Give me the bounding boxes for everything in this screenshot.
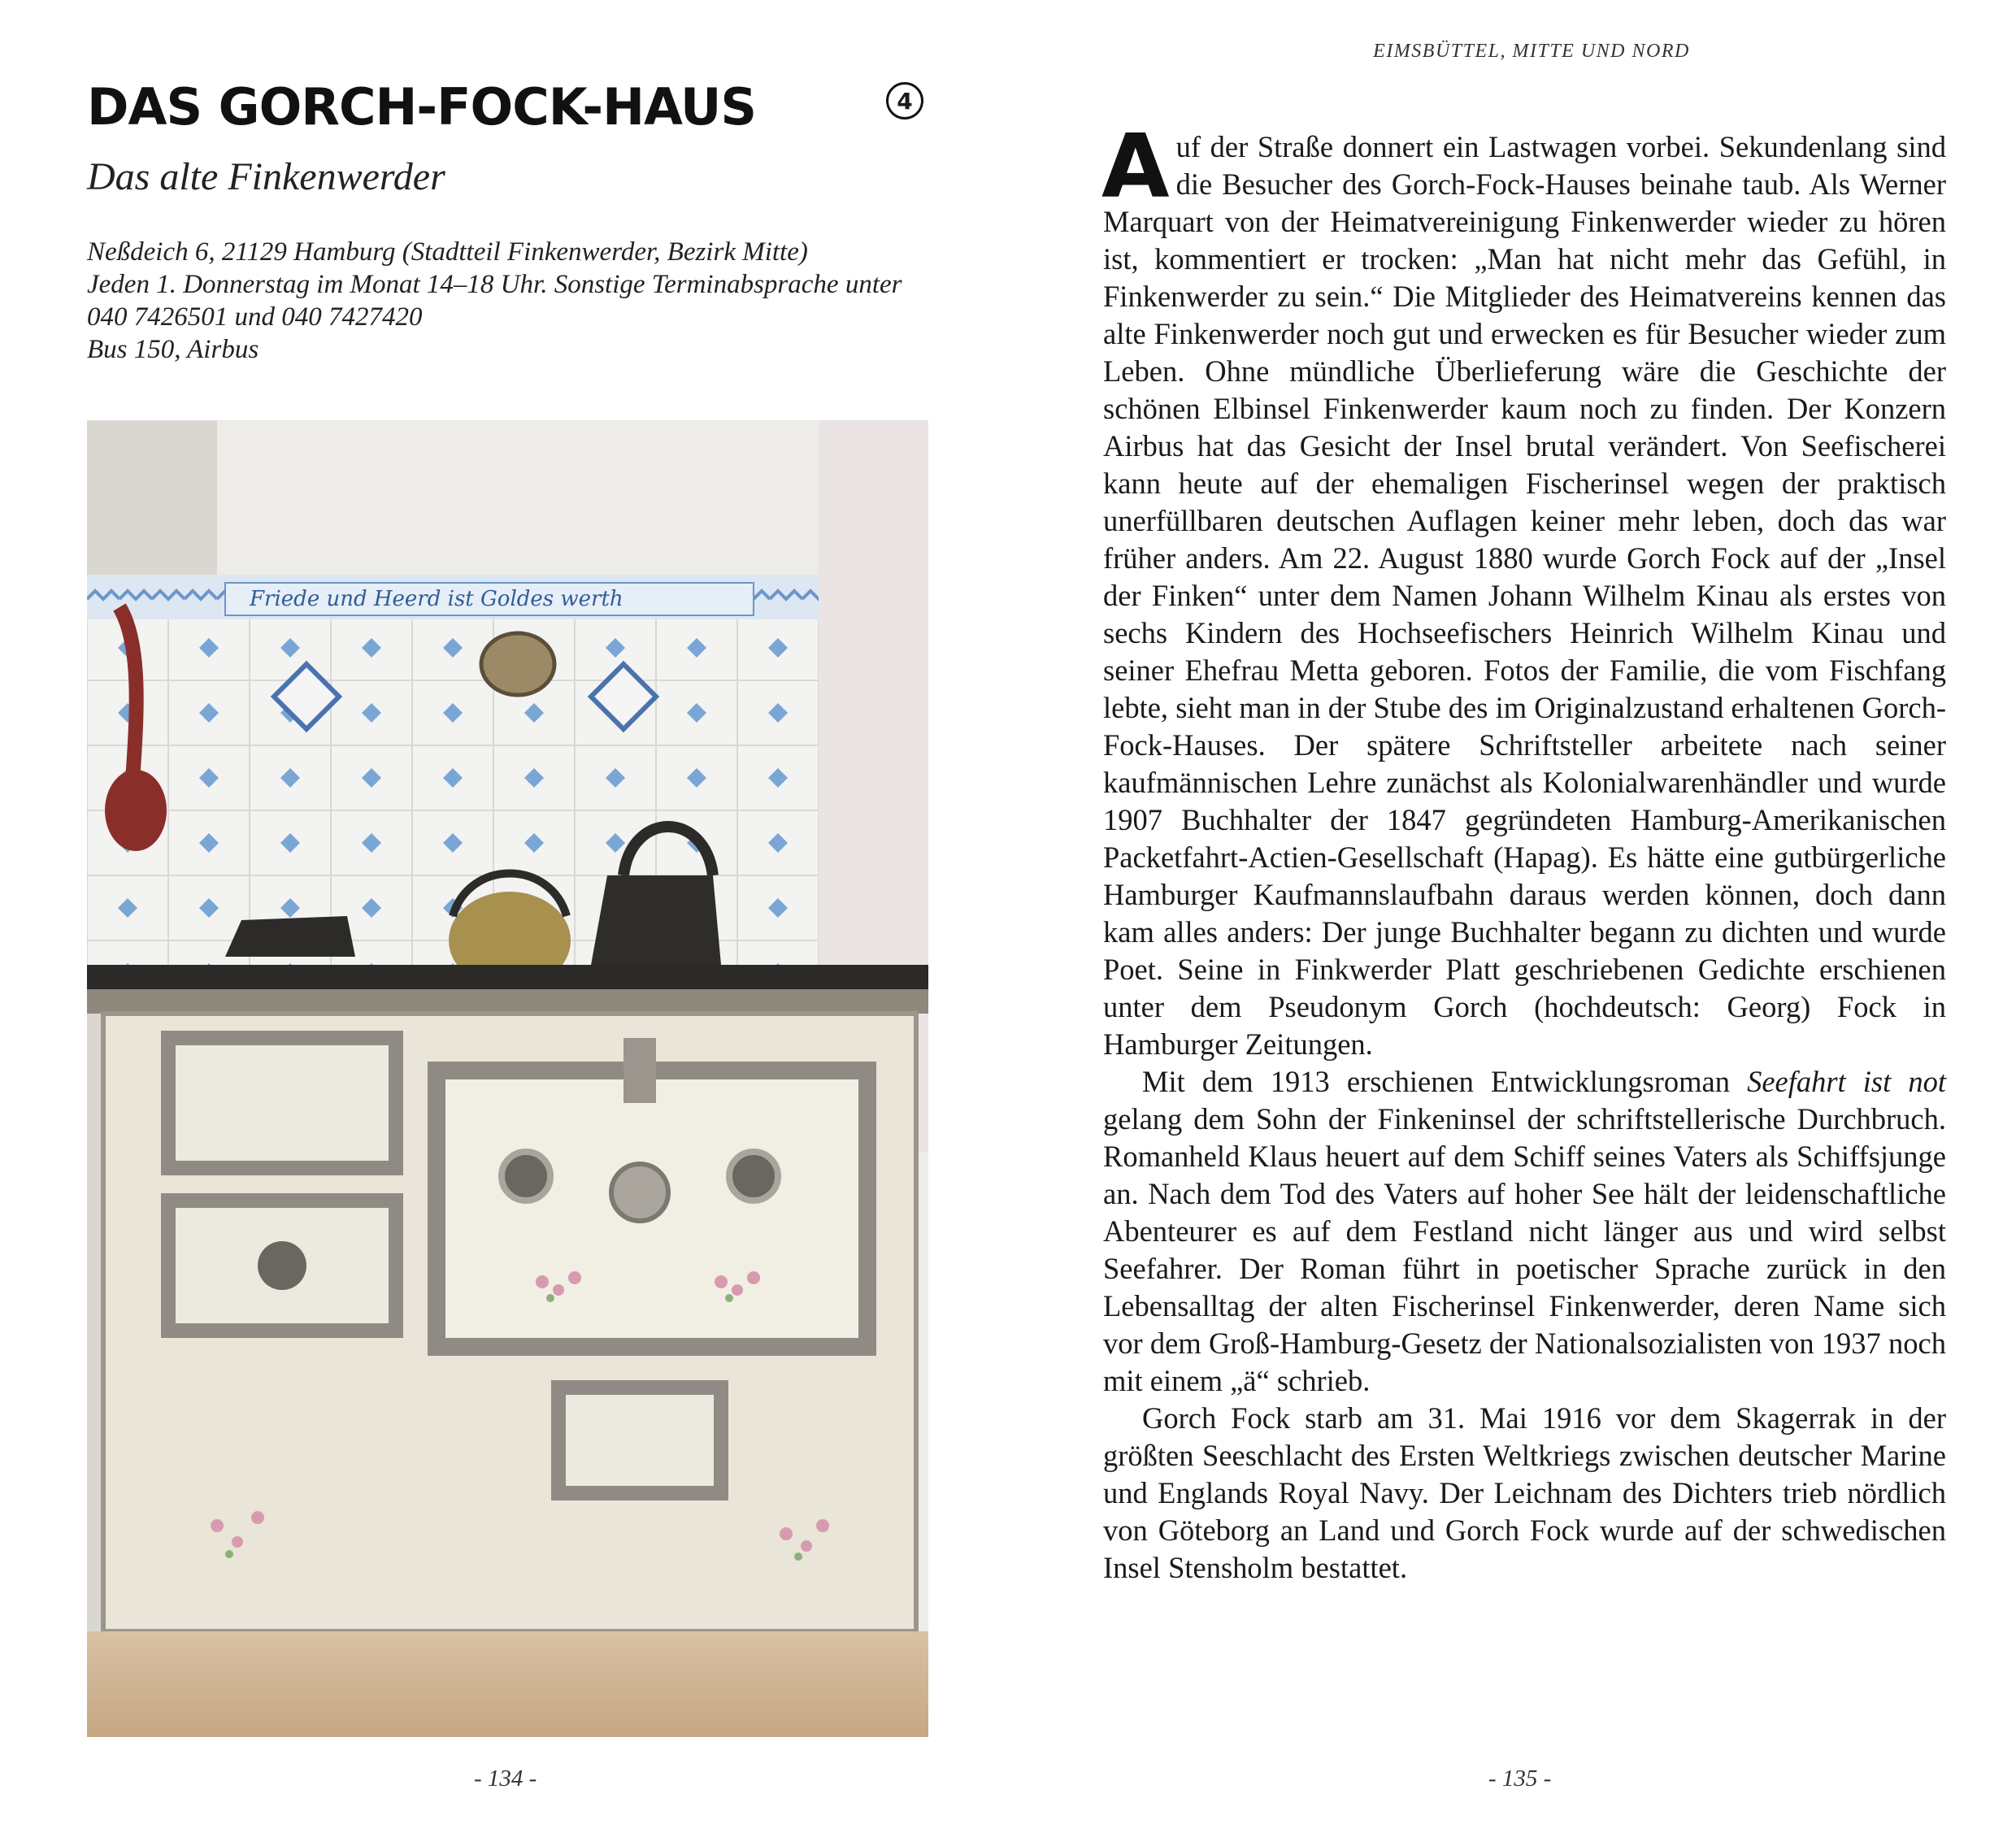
- opening-hours-line: Jeden 1. Donnerstag im Monat 14–18 Uhr. Sonstige Terminabsprache unter: [87, 270, 902, 299]
- page-number-left: - 134 -: [474, 1765, 537, 1791]
- address-line: Neßdeich 6, 21129 Hamburg (Stadtteil Finkenwerder, Bezirk Mitte): [87, 237, 808, 267]
- phone-line: 040 7426501 und 040 7427420: [87, 302, 423, 332]
- paragraph-1: [1101, 116, 1946, 1063]
- paragraph-3: Gorch Fock starb am 31. Mai 1916 vor dem Skagerrak in der größten Seeschlacht des Ersten Weltkriegs zwischen deutscher Marine und Englands Royal Navy. Der Leichnam des Dichters trieb nördlich von Göteborg an Land und Gorch Fock wurde auf der schwedischen Insel Stensholm bestattet.: [1103, 1401, 1946, 1584]
- article-body: [1101, 116, 1947, 1587]
- drop-cap: A: [1101, 116, 1170, 218]
- paragraph-2-lead: Mit dem 1913 erschienen Entwicklungsroman: [1142, 1065, 1748, 1098]
- tile-inscription: Friede und Heerd ist Goldes werth: [250, 587, 623, 611]
- transit-line: Bus 150, Airbus: [87, 335, 259, 364]
- paragraph-2-text: gelang dem Sohn der Finkeninsel der schriftstellerische Durchbruch. Romanheld Klaus heuert auf dem Schiff seines Vaters als Schiffsjunge an. Nach dem Tod des Vaters auf hoher See hält der leidenschaftliche Abenteurer es auf dem Festland nicht länger aus und wird selbst Seefahrer. Der Roman führt in poetischer Sprache zurück in den Lebensalltag der alten Fischerinsel Finkenwerder, deren Name sich vor dem Groß-Hamburg-Gesetz der Nationalsozialisten von 1937 noch mit einem „ä“ schrieb.: [1103, 1102, 1946, 1397]
- paragraph-2: [1103, 1063, 1946, 1400]
- page-number-right: - 135 -: [1488, 1765, 1552, 1791]
- chapter-heading: DAS GORCH-FOCK-HAUS: [87, 77, 757, 137]
- location-number-badge: 4: [886, 82, 923, 119]
- stove-photo: [87, 420, 928, 1737]
- running-head: EIMSBÜTTEL, MITTE UND NORD: [1373, 41, 1690, 62]
- visitor-info: [87, 236, 932, 366]
- paragraph-1-text: uf der Straße donnert ein Lastwagen vorbei. Sekundenlang sind die Besucher des Gorch-Fock-Hauses beinahe taub. Als Werner Marquart von der Heimatvereinigung Finkenwerder wieder zu hören ist, kommentiert er trocken: „Man hat nicht mehr das Gefühl, in Finkenwerder zu sein.“ Die Mitglieder des Heimatvereins kennen das alte Finkenwerder noch gut und erwecken es für Besucher wieder zum Leben. Ohne mündliche Überlieferung wäre die Geschichte der schönen Elbinsel Finkenwerder kaum noch zu finden. Der Konzern Airbus hat das Gesicht der Insel brutal verändert. Von Seefischerei kann heute auf der ehemaligen Fischerinsel wegen der praktisch unerfüllbaren deutschen Auflagen keiner mehr leben, doch das war früher anders. Am 22. August 1880 wurde Gorch Fock auf der „Insel der Finken“ unter dem Namen Johann Wilhelm Kinau als erstes von sechs Kindern des Hochseefischers Heinrich Wilhelm Kinau und seiner Ehefrau Metta geboren. Fotos der Familie, die vom Fischfang lebte, sieht man in der Stube des im Originalzustand erhaltenen Gorch-Fock-Hauses. Der spätere Schriftsteller arbeitete nach seiner kaufmännischen Lehre zunächst als Kolonialwarenhändler und wurde 1907 Buchhalter der 1847 gegründeten Hamburg-Amerikanischen Packetfahrt-Actien-Gesellschaft (Hapag). Es hätte eine gutbürgerliche Hamburger Kaufmannslaufbahn daraus werden können, doch dann kam alles anders: Der junge Buchhalter begann zu dichten und wurde Poet. Seine in Finkwerder Platt geschriebenen Gedichte erschienen unter dem Pseudonym Gorch (hochdeutsch: Georg) Fock in Hamburger Zeitungen.: [1103, 130, 1946, 1061]
- chapter-subtitle: Das alte Finkenwerder: [87, 155, 445, 198]
- stove-illustration: [87, 420, 928, 1737]
- novel-title: Seefahrt ist not: [1747, 1065, 1947, 1098]
